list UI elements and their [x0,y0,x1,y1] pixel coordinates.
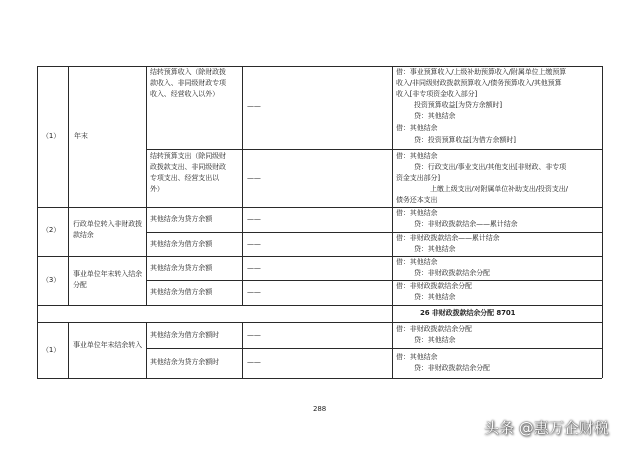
table-rule [37,207,602,208]
table-rule [146,232,602,233]
content-line: 收入、经营收入以外） [150,90,219,98]
budget-entry-line: 贷：非财政拨款结余——累计结余 [414,220,518,228]
table-rule [392,66,393,378]
table-rule [146,149,602,150]
financial-entry: —— [247,331,261,339]
page-number: 288 [313,405,327,413]
budget-entry-line: 投资预算收益[为贷方余额时] [414,101,503,109]
table-rule [242,322,243,378]
content-line: 其他结余为借方余额时 [150,331,219,339]
budget-entry-line: 借：事业预算收入/上级补助预算收入/附属单位上缴预算 [396,68,567,76]
budget-entry-line: 上缴上级支出/对附属单位补助支出/投资支出/ [430,185,568,193]
financial-entry: —— [247,264,261,272]
table-rule [146,348,602,349]
content-line: 结转预算收入（除财政拨 [150,68,226,76]
table-rule [146,280,602,281]
budget-entry-line: 贷：其他结余 [414,336,456,344]
budget-entry-line: 借：非财政拨款结余分配 [396,282,472,290]
row-item: 年末 [74,132,88,140]
row-index: （1） [42,132,61,140]
budget-entry-line: 借：其他结余 [396,152,438,160]
financial-entry: —— [247,240,261,248]
row-index: （1） [42,346,61,354]
budget-entry-line: 借：非财政拨款结余分配 [396,325,472,333]
budget-entry-line: 债务还本支出 [396,196,438,204]
budget-entry-line: 贷：非财政拨款结余分配 [414,269,490,277]
section-title: 26 非财政拨款结余分配 8701 [420,309,516,317]
budget-entry-line: 贷：其他结余 [414,293,456,301]
content-line: 结转预算支出（除同级财 [150,152,226,160]
budget-entry-line: 贷：其他结余 [414,245,456,253]
content-line: 款收入、非同级财政专项 [150,79,226,87]
budget-entry-line: 借：其他结余 [396,353,438,361]
content-line: 政拨款支出、非同级财政 [150,163,226,171]
table-rule [37,322,602,323]
row-index: （3） [42,276,61,284]
row-index: （2） [42,226,61,234]
budget-entry-line: 借：非财政拨款结余——累计结余 [396,234,500,242]
budget-entry-line: 贷：行政支出/事业支出/其他支出[非财政、非专项 [414,163,567,171]
content-line: 其他结余为借方余额 [150,240,213,248]
financial-entry: —— [247,215,261,223]
budget-entry-line: 借：其他结余 [396,209,438,217]
table-rule [37,66,38,378]
table-rule [37,256,602,257]
table-rule [602,66,603,378]
table-rule [37,305,602,306]
budget-entry-line: 资金支出部分] [396,174,441,182]
table-rule [68,66,69,305]
budget-entry-line: 贷：其他结余 [414,112,456,120]
table-rule [146,66,147,305]
table-rule [37,378,602,379]
budget-entry-line: 借：其他结余 [396,258,438,266]
financial-entry: —— [247,174,261,182]
financial-entry: —— [247,288,261,296]
table-rule [242,66,243,305]
financial-entry: —— [247,102,261,110]
content-line: 其他结余为贷方余额 [150,264,213,272]
budget-entry-line: 收入/非同级财政拨款预算收入/债务预算收入/其他预算 [396,79,562,87]
row-item: 事业单位年末转入结余分配 [73,270,142,289]
budget-entry-line: 借：其他结余 [396,124,438,132]
table-rule [146,322,147,378]
table-rule [68,322,69,378]
content-line: 其他结余为贷方余额 [150,215,213,223]
financial-entry: —— [247,358,261,366]
content-line: 其他结余为贷方余额时 [150,358,219,366]
budget-entry-line: 收入[非专项资金收入部分] [396,90,478,98]
watermark: 头条 @惠万企财税 [484,419,609,437]
budget-entry-line: 贷：投资预算收益[为借方余额时] [414,136,516,144]
content-line: 专项支出、经营支出以 [150,174,219,182]
row-item: 行政单位转入非财政拨款结余 [73,220,142,239]
budget-entry-line: 贷：非财政拨款结余分配 [414,364,490,372]
row-item: 事业单位年末结余转入 [73,341,142,349]
content-line: 其他结余为借方余额 [150,288,213,296]
content-line: 外） [150,185,164,193]
